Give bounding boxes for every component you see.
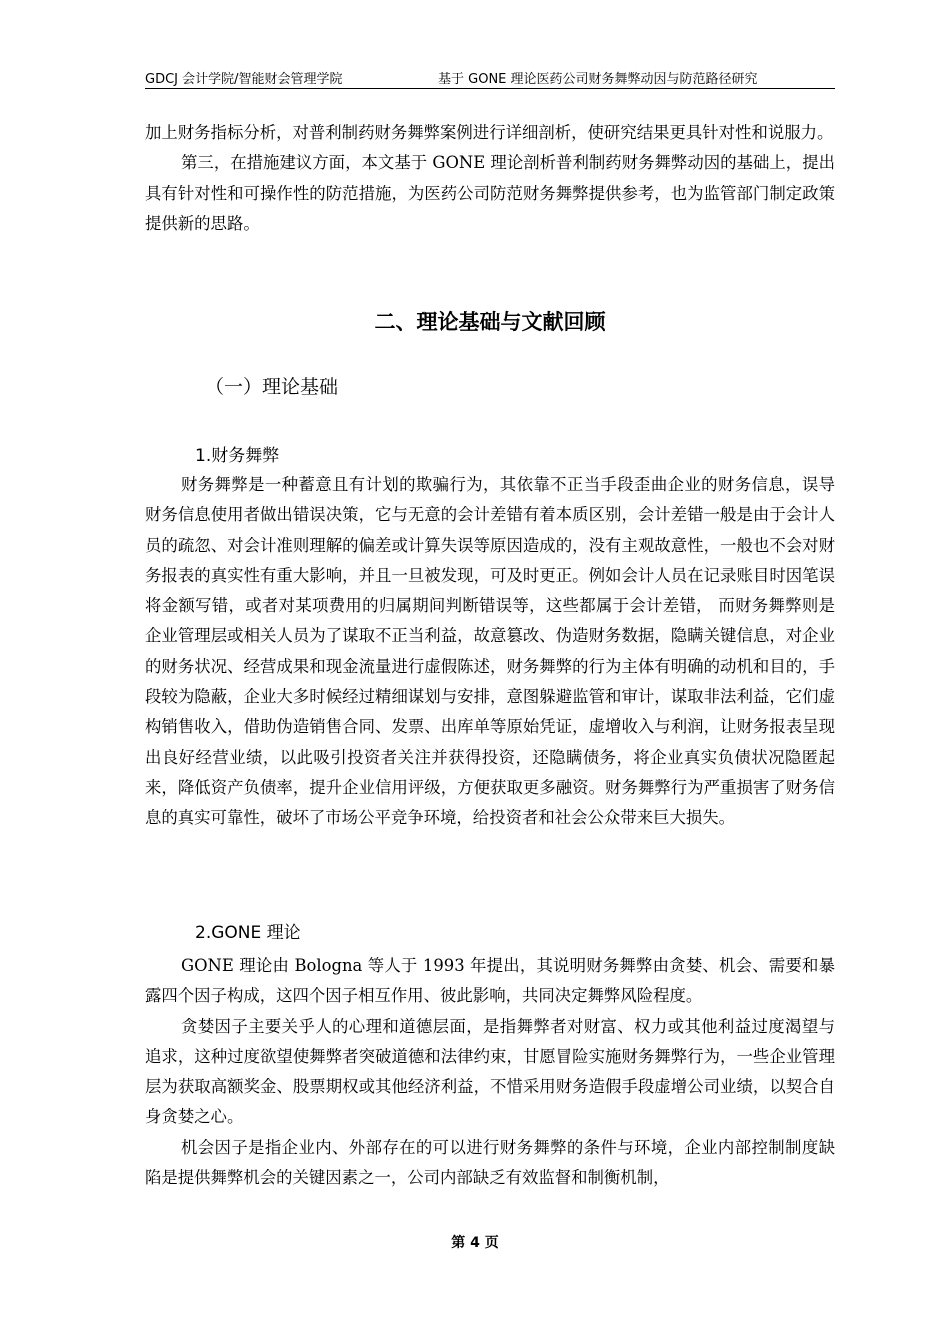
section-title: （一）理论基础 xyxy=(205,376,339,398)
gone-paragraph-3: 机会因子是指企业内、外部存在的可以进行财务舞弊的条件与环境，企业内部控制制度缺陷是提供舞弊机会的关键因素之一，公司内部缺乏有效监督和制衡机制， xyxy=(145,1137,835,1188)
fraud-definition-block xyxy=(145,470,835,834)
gone-paragraph-2: 贪婪因子主要关乎人的心理和道德层面，是指舞弊者对财富、权力或其他利益过度渴望与追求，这种过度欲望使舞弊者突破道德和法律约束，甘愿冒险实施财务舞弊行为，一些企业管理层为获取高额奖金、股票期权或其他经济利益，不惜采用财务造假手段虚增公司业绩，以契合自身贪婪之心。 xyxy=(145,1016,835,1127)
header-left: GDCJ 会计学院/智能财会管理学院 xyxy=(145,72,343,87)
header-right: 基于 GONE 理论医药公司财务舞弊动因与防范路径研究 xyxy=(438,72,758,87)
intro-paragraph-2: 第三，在措施建议方面，本文基于 GONE 理论剖析普利制药财务舞弊动因的基础上，提出具有针对性和可操作性的防范措施，为医药公司防范财务舞弊提供参考，也为监管部门制定政策提供新的思路。 xyxy=(145,153,835,233)
subsection-title-1: 1.财务舞弊 xyxy=(195,446,280,466)
page-number: 第 4 页 xyxy=(451,1235,499,1251)
fraud-paragraph: 财务舞弊是一种蓄意且有计划的欺骗行为，其依靠不正当手段歪曲企业的财务信息，误导财务信息使用者做出错误决策，它与无意的会计差错有着本质区别，会计差错一般是由于会计人员的疏忽、对会计准则理解的偏差或计算失误等原因造成的，没有主观故意性，一般也不会对财务报表的真实性有重大影响，并且一旦被发现，可及时更正。例如会计人员在记录账目时因笔误将金额写错，或者对某项费用的归属期间判断错误等，这些都属于会计差错， 而财务舞弊则是企业管理层或相关人员为了谋取不正当利益，故意篡改、伪造财务数据，隐瞒关键信息，对企业的财务状况、经营成果和现金流量进行虚假陈述，财务舞弊的行为主体有明确的动机和目的，手段较为隐蔽，企业大多时候经过精细谋划与安排，意图躲避监管和审计，谋取非法利益，它们虚构销售收入，借助伪造销售合同、发票、出库单等原始凭证，虚增收入与利润，让财务报表呈现出良好经营业绩，以此吸引投资者关注并获得投资，还隐瞒债务，将企业真实负债状况隐匿起来，降低资产负债率，提升企业信用评级，方便获取更多融资。财务舞弊行为严重损害了财务信息的真实可靠性，破坏了市场公平竞争环境，给投资者和社会公众带来巨大损失。 xyxy=(145,475,835,828)
intro-block xyxy=(145,118,835,239)
gone-theory-block xyxy=(145,951,835,1193)
page-header xyxy=(145,66,835,89)
intro-paragraph-1: 加上财务指标分析，对普利制药财务舞弊案例进行详细剖析，使研究结果更具针对性和说服力。 xyxy=(145,123,834,142)
chapter-title: 二、理论基础与文献回顾 xyxy=(374,310,606,334)
gone-paragraph-1: GONE 理论由 Bologna 等人于 1993 年提出，其说明财务舞弊由贪婪、机会、需要和暴露四个因子构成，这四个因子相互作用、彼此影响，共同决定舞弊风险程度。 xyxy=(145,956,835,1006)
subsection-title-2: 2.GONE 理论 xyxy=(195,923,301,943)
